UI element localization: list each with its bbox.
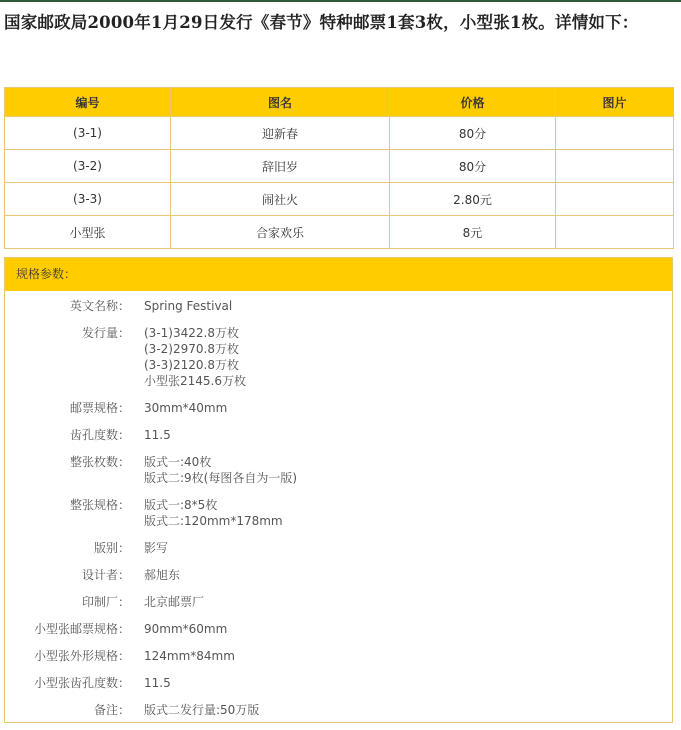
spec-value-line: 北京邮票厂: [144, 595, 205, 609]
cell-title: 辞旧岁: [171, 150, 390, 183]
spec-row: [5, 621, 672, 637]
spec-panel-title: 规格参数：: [5, 258, 672, 291]
cell-price: 2.80元: [390, 183, 556, 216]
spec-row: [5, 648, 672, 664]
cell-image: [556, 117, 674, 150]
spec-list: [5, 291, 672, 718]
cell-title: 合家欢乐: [171, 216, 390, 249]
spec-value-line: 版式二:9枚(每图各自为一版): [144, 471, 298, 485]
spec-value-line: 版式一:8*5枚: [144, 498, 218, 512]
spec-value-line: Spring Festival: [144, 299, 233, 313]
cell-image: [556, 216, 674, 249]
spec-value: [130, 540, 168, 556]
header-title: 图名: [171, 88, 390, 117]
spec-row: [5, 427, 672, 443]
spec-label: 英文名称：: [69, 299, 130, 313]
spec-label: 小型张邮票规格：: [33, 622, 130, 636]
spec-value-line: 版式二发行量:50万版: [144, 703, 260, 717]
spec-value-line: 小型张2145.6万枚: [144, 374, 246, 388]
spec-value-line: 11.5: [144, 428, 171, 442]
spec-value-line: (3-3)2120.8万枚: [144, 358, 239, 372]
header-price: 价格: [390, 88, 556, 117]
cell-image: [556, 183, 674, 216]
spec-value: [130, 702, 259, 718]
spec-value: [130, 648, 235, 664]
spec-panel: [4, 257, 673, 723]
spec-value-line: 30mm*40mm: [144, 401, 228, 415]
spec-value-line: 版式二:120mm*178mm: [144, 514, 283, 528]
spec-value: [130, 594, 204, 610]
spec-value: [130, 567, 180, 583]
spec-row: [5, 400, 672, 416]
cell-number: (3-1): [5, 117, 171, 150]
spec-value-line: 郝旭东: [144, 568, 181, 582]
spec-row: [5, 702, 672, 718]
cell-price: 80分: [390, 150, 556, 183]
cell-title: 闹社火: [171, 183, 390, 216]
spec-row: [5, 298, 672, 314]
spec-row: [5, 325, 672, 389]
spec-value-line: 90mm*60mm: [144, 622, 228, 636]
table-row: [5, 117, 674, 150]
cell-price: 8元: [390, 216, 556, 249]
spec-value: [130, 325, 246, 389]
stamp-table: [4, 87, 674, 249]
spec-label: 设计者：: [81, 568, 130, 582]
spec-label: 整张规格：: [69, 498, 130, 512]
spec-row: [5, 567, 672, 583]
spec-value-line: (3-1)3422.8万枚: [144, 326, 239, 340]
spec-value: [130, 675, 171, 691]
cell-number: 小型张: [5, 216, 171, 249]
spec-value-line: 影写: [144, 541, 169, 555]
spec-row: [5, 454, 672, 486]
spec-value: [130, 400, 227, 416]
table-header-row: [5, 88, 674, 117]
top-divider-line: [0, 0, 681, 2]
header-image: 图片: [556, 88, 674, 117]
spec-label: 备注：: [93, 703, 130, 717]
spec-value: [130, 497, 283, 529]
cell-image: [556, 150, 674, 183]
spec-label: 小型张齿孔度数：: [33, 676, 130, 690]
spec-value-line: 11.5: [144, 676, 171, 690]
spec-value: [130, 621, 227, 637]
header-number: 编号: [5, 88, 171, 117]
spec-value: [130, 298, 232, 314]
spec-value: [130, 427, 171, 443]
spec-row: [5, 675, 672, 691]
spec-label: 邮票规格：: [69, 401, 130, 415]
spec-value-line: 124mm*84mm: [144, 649, 235, 663]
cell-number: (3-2): [5, 150, 171, 183]
intro-paragraph: 国家邮政局2000年1月29日发行《春节》特种邮票1套3枚，小型张1枚。详情如下：: [4, 13, 639, 32]
cell-title: 迎新春: [171, 117, 390, 150]
spec-row: [5, 497, 672, 529]
spec-label: 齿孔度数：: [69, 428, 130, 442]
spec-label: 版别：: [93, 541, 130, 555]
spec-value: [130, 454, 297, 486]
cell-price: 80分: [390, 117, 556, 150]
table-row: [5, 150, 674, 183]
spec-label: 印制厂：: [81, 595, 130, 609]
spec-row: [5, 540, 672, 556]
spec-label: 发行量：: [81, 326, 130, 340]
spec-row: [5, 594, 672, 610]
spec-value-line: 版式一:40枚: [144, 455, 212, 469]
spec-label: 整张枚数：: [69, 455, 130, 469]
spec-label: 小型张外形规格：: [33, 649, 130, 663]
table-row: [5, 183, 674, 216]
spec-value-line: (3-2)2970.8万枚: [144, 342, 239, 356]
table-row: [5, 216, 674, 249]
cell-number: (3-3): [5, 183, 171, 216]
